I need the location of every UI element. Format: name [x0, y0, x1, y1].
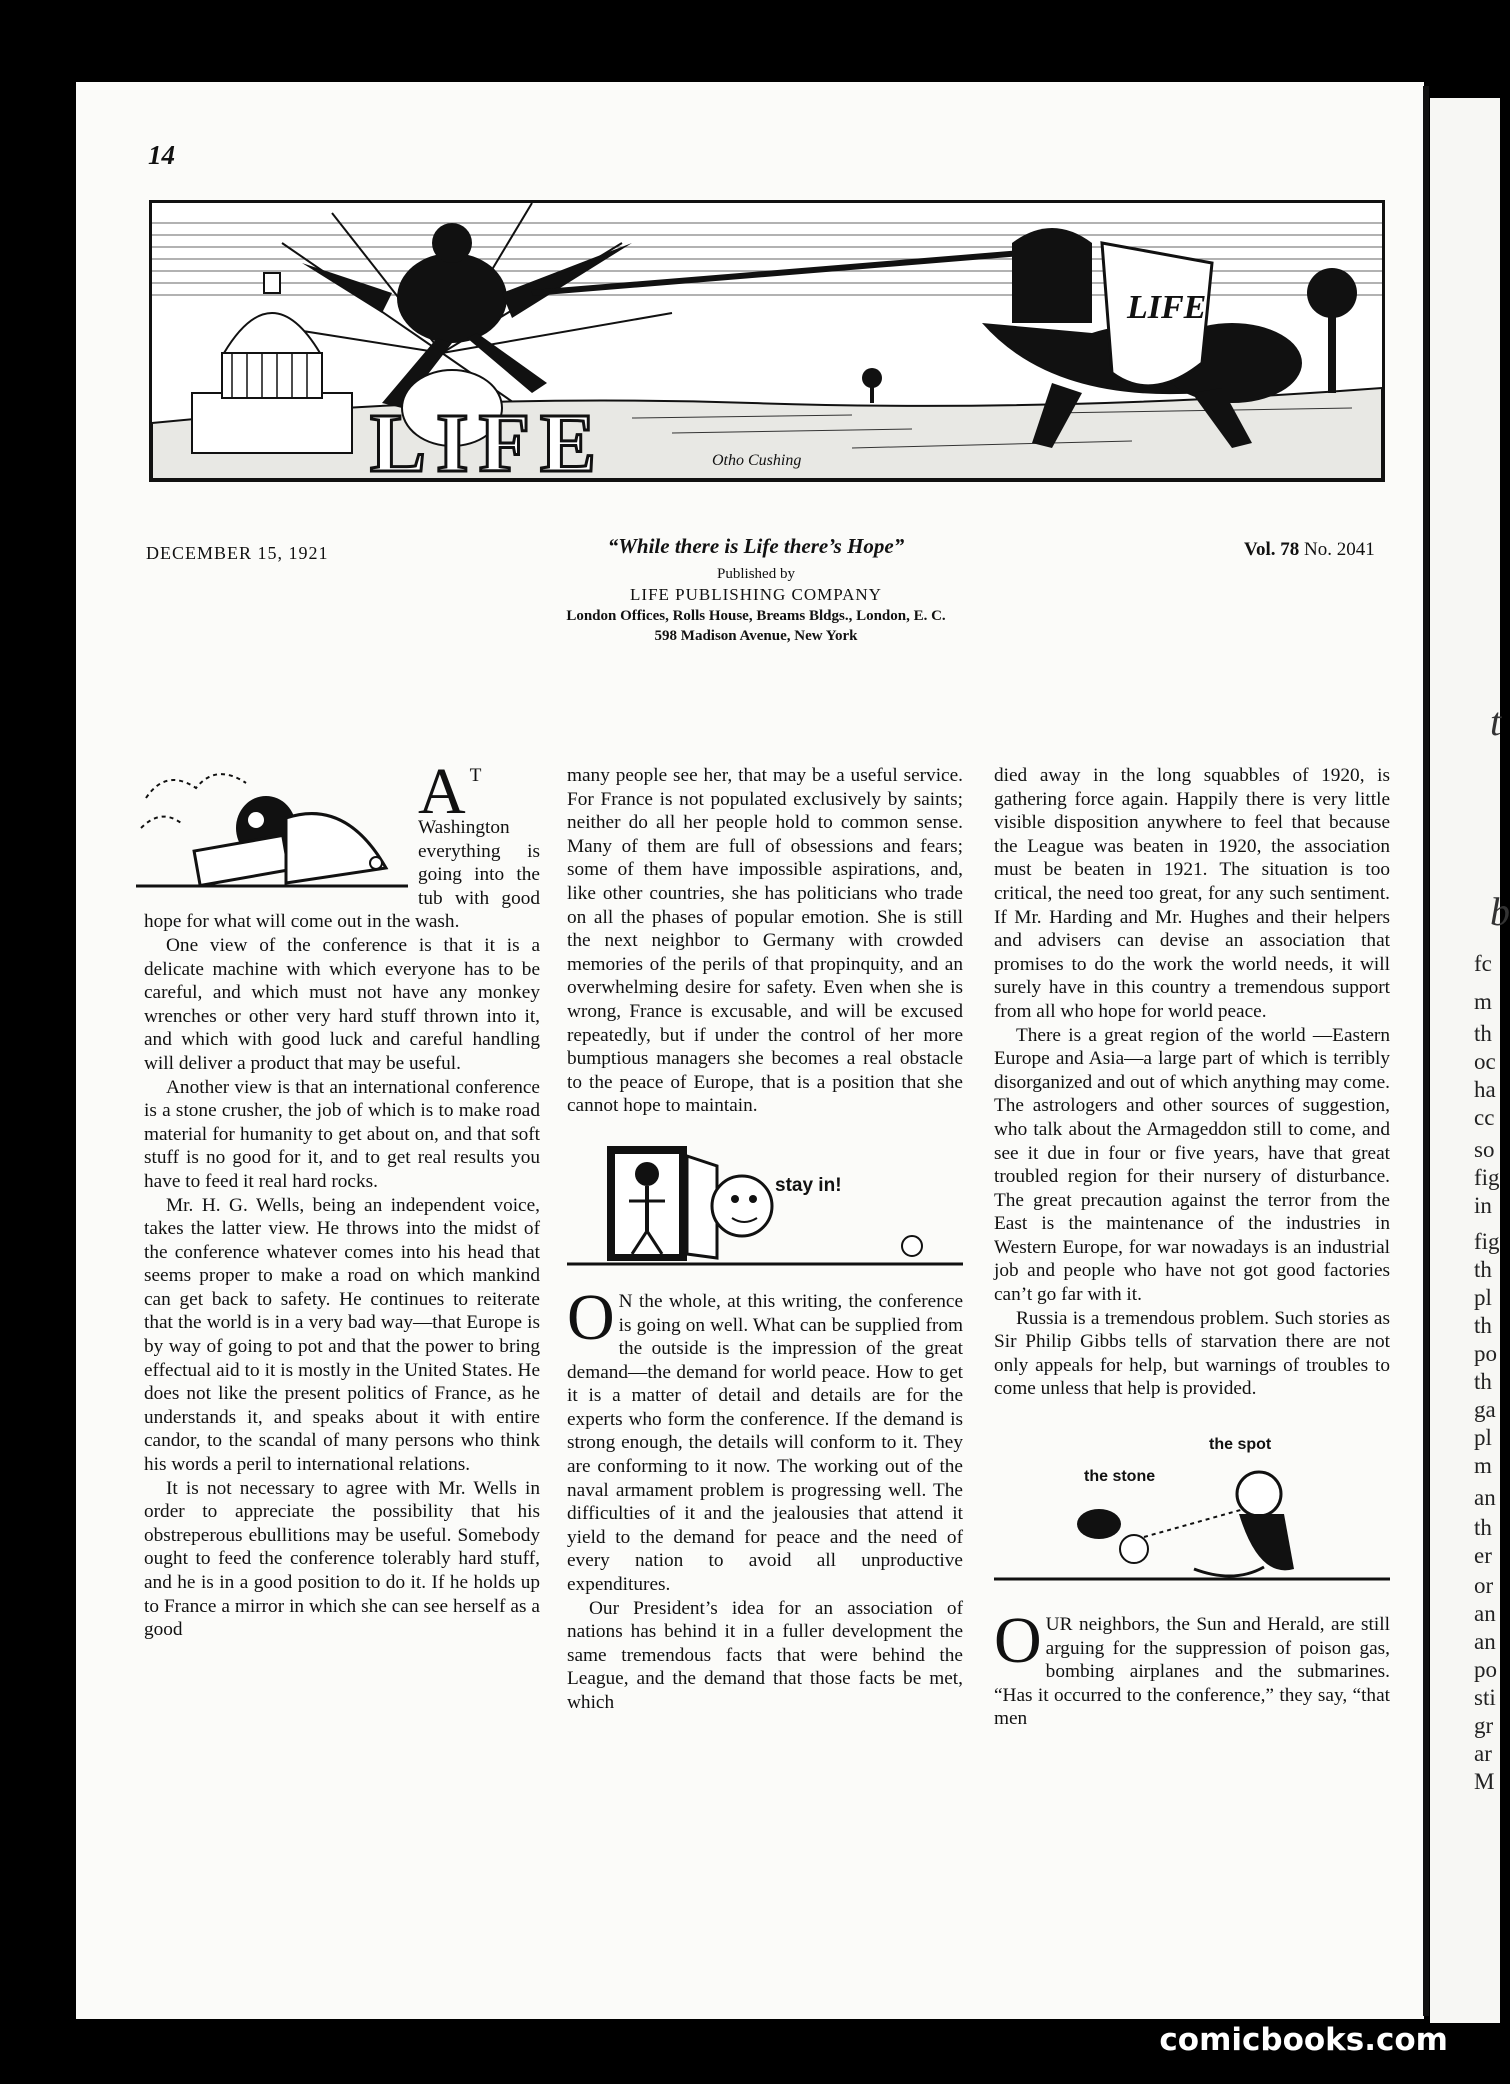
next-page-fragment: po [1474, 1657, 1497, 1682]
next-page-fragment: or [1474, 1573, 1494, 1598]
adjacent-page-edge: t b fc m th oc ha cc so fig in fig th pl th po th ga pl m an th er or an an po sti gr ar M [1430, 98, 1500, 2023]
article-column-2 [567, 764, 963, 1715]
masthead-publisher-block [476, 534, 1036, 645]
stone-spot-cartoon [994, 1419, 1390, 1599]
label-the-stone: the stone [1084, 1468, 1156, 1486]
paragraph-4: Mr. H. G. Wells, being an independent voice, takes the latter view. He throws into the midst of the conference whatever comes into his head that seems proper to make a road on which mankind can get back to safety. He continues to reiterate that the world is in a very bad way—that Europe is by way of going to pot and that the power to bring effectual aid to it is mostly in the United States. He does not like the present politics of France, as he understands it, and speaks about it with entire candor, to the scandal of many persons who think his words a peril to international relations. [144, 1194, 540, 1476]
paragraph-1: A T Washington everything is going into the tub with good hope for what will come out in the wash. [144, 764, 540, 934]
paragraph-3: Our President’s idea for an association of nations has behind it in a fuller development the same tremendous facts that were behind the League, and the demand that those facts be met, which [567, 1597, 963, 1713]
next-page-fragment: an [1474, 1601, 1496, 1626]
paragraph-1: many people see her, that may be a useful service. For France is not populated exclusively by saints; neither do all her people hold to common sense. Many of them are full of obsessions and fears; some of them have impossible aspirations, and, like other countries, she has politicians who trade on all the phases of popular emotion. She is still the next neighbor to Germany with crowded memories of the perils of that propinquity, and an overwhelming desire for safety. Even when she is wrong, France is excusable, and will be excused repeatedly, but if under the control of her more bumptious managers she becomes a real obstacle to the peace of Europe, that is a position that she cannot hope to maintain. [567, 765, 963, 1117]
next-page-fragment: ga [1474, 1397, 1496, 1422]
drop-cap: A [418, 755, 466, 828]
issue-number: No. 2041 [1304, 539, 1375, 560]
next-page-fragment: m [1474, 1453, 1492, 1478]
next-page-fragment: gr [1474, 1713, 1494, 1738]
next-page-fragment: th [1474, 1369, 1492, 1394]
next-page-fragment: cc [1474, 1105, 1495, 1130]
next-page-fragment: sti [1474, 1685, 1496, 1710]
label-the-spot: the spot [1209, 1436, 1272, 1454]
paragraph-5: It is not necessary to agree with Mr. Wells in order to appreciate the possibility that his obstreperous ebullitions may be useful. Somebody ought to feed the conference tolerably hard stuff, and he is in a good position to do it. If he holds up to France a mirror in which she can see herself as a good [144, 1477, 540, 1641]
next-page-fragment: in [1474, 1193, 1492, 1218]
next-page-fragment: th [1474, 1515, 1492, 1540]
next-page-fragment: po [1474, 1341, 1497, 1366]
drop-cap: O [567, 1280, 615, 1354]
paragraph-2: One view of the conference is that it is a delicate machine with which everyone has to be careful, and which must not have any monkey wrenches or other very hard stuff thrown into it, and which with good luck and careful handling will deliver a product that may be useful. [144, 934, 540, 1074]
drop-cap: O [994, 1604, 1042, 1678]
magazine-page [76, 82, 1424, 2019]
next-page-fragment: pl [1474, 1285, 1492, 1310]
paragraph-2: O N the whole, at this writing, the conference is going on well. What can be supplied from the outside is the impression of the great demand—the demand for world peace. How to get it is a matter of detail and details are for the experts who form the conference. If the demand is strong enough, the details will conform to it. They are conforming to it now. The working out of the naval armament problem is progressing well. The difficulties of it and the jealousies that attend it yield to the demand for peace and the need of every nation to avoid all unproductive expenditures. [567, 1280, 963, 1596]
paragraph-3: Another view is that an international conference is a stone crusher, the job of which is to make road material for humanity to get about on, and that soft stuff is no good for it, and to get real results you have to feed it real hard rocks. [144, 1076, 540, 1192]
next-page-fragment: ar [1474, 1741, 1492, 1766]
next-page-fragment: m [1474, 989, 1492, 1014]
masthead-banner-illustration [149, 200, 1385, 490]
article-column-3 [994, 764, 1390, 1731]
banner-drawing [152, 203, 1382, 490]
page-number: 14 [148, 140, 175, 170]
banner-logo: LIFE [370, 397, 607, 490]
next-page-fragment: an [1474, 1629, 1496, 1654]
next-page-fragment: fig [1474, 1165, 1500, 1190]
volume-number [1244, 539, 1375, 561]
new-york-address: 598 Madison Avenue, New York [654, 628, 858, 644]
london-offices: London Offices, Rolls House, Breams Bldgs., London, E. C. [566, 608, 946, 624]
article-column-1 [144, 755, 540, 1642]
next-page-fragment: M [1474, 1769, 1495, 1794]
watermark: comicbooks.com [1159, 2022, 1448, 2058]
washtub-cartoon [136, 758, 408, 898]
next-page-fragment: ha [1474, 1077, 1496, 1102]
issue-date: DECEMBER 15, 1921 [146, 543, 329, 563]
next-page-fragment: th [1474, 1313, 1492, 1338]
motto: “While there is Life there’s Hope” [607, 534, 905, 558]
next-page-fragment: an [1474, 1485, 1496, 1510]
publisher-name: LIFE PUBLISHING COMPANY [630, 585, 882, 604]
cartoon-caption: stay in! [775, 1174, 842, 1196]
skeleton-door-cartoon [567, 1136, 963, 1276]
next-page-fragment: oc [1474, 1049, 1496, 1074]
published-by: Published by [717, 566, 795, 582]
next-page-fragment: fc [1474, 951, 1492, 976]
paragraph-3: Russia is a tremendous problem. Such stories as Sir Philip Gibbs tells of starvation there are not only appeals for help, but warnings of troubles to come unless that help is provided. [994, 1307, 1390, 1400]
next-page-fragment: er [1474, 1543, 1492, 1568]
paragraph-4: OUR neighbors, the Sun and Herald, are still arguing for the suppression of poison gas, bombing airplanes and the submarines. “Has it occurred to the conference,” they say, “that men [994, 1604, 1390, 1730]
next-page-fragment: fig [1474, 1229, 1500, 1254]
next-page-fragment: th [1474, 1021, 1492, 1046]
volume-label: Vol. 78 [1244, 539, 1300, 560]
paragraph-1: died away in the long squabbles of 1920, is gathering force again. Happily there is very little visible disposition anywhere to feel that because the League was beaten in 1920, the association must be beaten in 1921. The situation is too critical, the need too great, for any such sentiment. If Mr. Harding and Mr. Hughes and their helpers and advisers can devise an association that promises to do the work the world needs, it will surely have in this country a tremendous support from all who hope for world peace. [994, 765, 1390, 1022]
paragraph-2: There is a great region of the world —Eastern Europe and Asia—a large part of which is terribly disorganized and out of which anything may come. The astrologers and other sources of suggestion, who talk about the Armageddon still to come, and see it due in four or five years, have that great troubled region for their nursery of disturbance. The great precaution against the terror from the East is the maintenance of the industries in Western Europe, for war nowadays is an industrial job and people who have not got good factories can’t go far with it. [994, 1024, 1390, 1306]
next-page-fragment: so [1474, 1137, 1495, 1162]
next-page-fragment: th [1474, 1257, 1492, 1282]
page-gutter [1423, 86, 1429, 2016]
next-page-fragment: pl [1474, 1425, 1492, 1450]
shield-life-lettering: LIFE [1127, 289, 1207, 326]
artist-signature: Otho Cushing [712, 452, 802, 469]
